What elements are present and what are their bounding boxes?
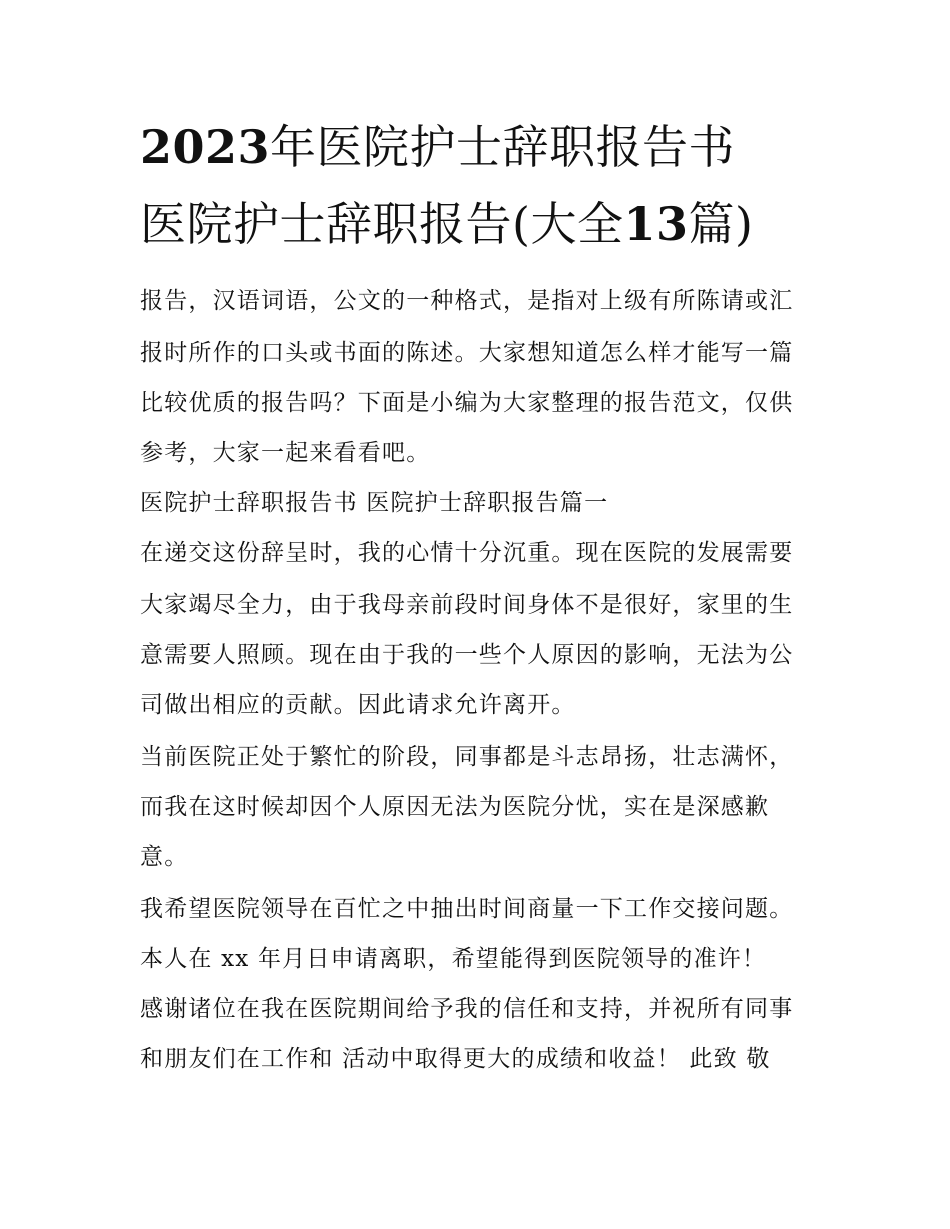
title-text-2: 医院护士辞职报告(大全	[140, 197, 624, 251]
title-text-1: 年医院护士辞职报告书	[270, 120, 736, 174]
body-line: 意。	[140, 844, 189, 870]
body-line: 我希望医院领导在百忙之中抽出时间商量一下工作交接问题。	[140, 896, 794, 922]
body-line: 感谢诸位在我在医院期间给予我的信任和支持，并祝所有同事	[140, 996, 794, 1022]
section-heading: 医院护士辞职报告书 医院护士辞职报告篇一	[140, 490, 609, 516]
title-year: 2023	[140, 120, 271, 174]
body-line: 而我在这时候却因个人原因无法为医院分忧，实在是深感歉	[140, 794, 770, 820]
body-line: 意需要人照顾。现在由于我的一些个人原因的影响，无法为公	[140, 642, 794, 668]
body-line: 报告，汉语词语，公文的一种格式，是指对上级有所陈请或汇	[140, 288, 794, 314]
body-line: 参考，大家一起来看看吧。	[140, 440, 431, 466]
body-line: 报时所作的口头或书面的陈述。大家想知道怎么样才能写一篇	[140, 340, 794, 366]
title-text-3: 篇)	[688, 197, 754, 251]
body-line: 司做出相应的贡献。因此请求允许离开。	[140, 692, 576, 718]
body-line: 比较优质的报告吗？下面是小编为大家整理的报告范文，仅供	[140, 390, 794, 416]
title-count: 13	[623, 197, 689, 251]
body-line: 在递交这份辞呈时，我的心情十分沉重。现在医院的发展需要	[140, 540, 794, 566]
body-line: 大家竭尽全力，由于我母亲前段时间身体不是很好，家里的生	[140, 592, 794, 618]
body-line: 当前医院正处于繁忙的阶段，同事都是斗志昂扬，壮志满怀，	[140, 744, 794, 770]
body-line: 和朋友们在工作和 活动中取得更大的成绩和收益！ 此致 敬	[140, 1046, 771, 1072]
document-title-line-1	[140, 117, 735, 177]
document-title-line-2	[140, 194, 753, 254]
body-line: 本人在 xx 年月日申请离职，希望能得到医院领导的准许！	[140, 946, 767, 972]
